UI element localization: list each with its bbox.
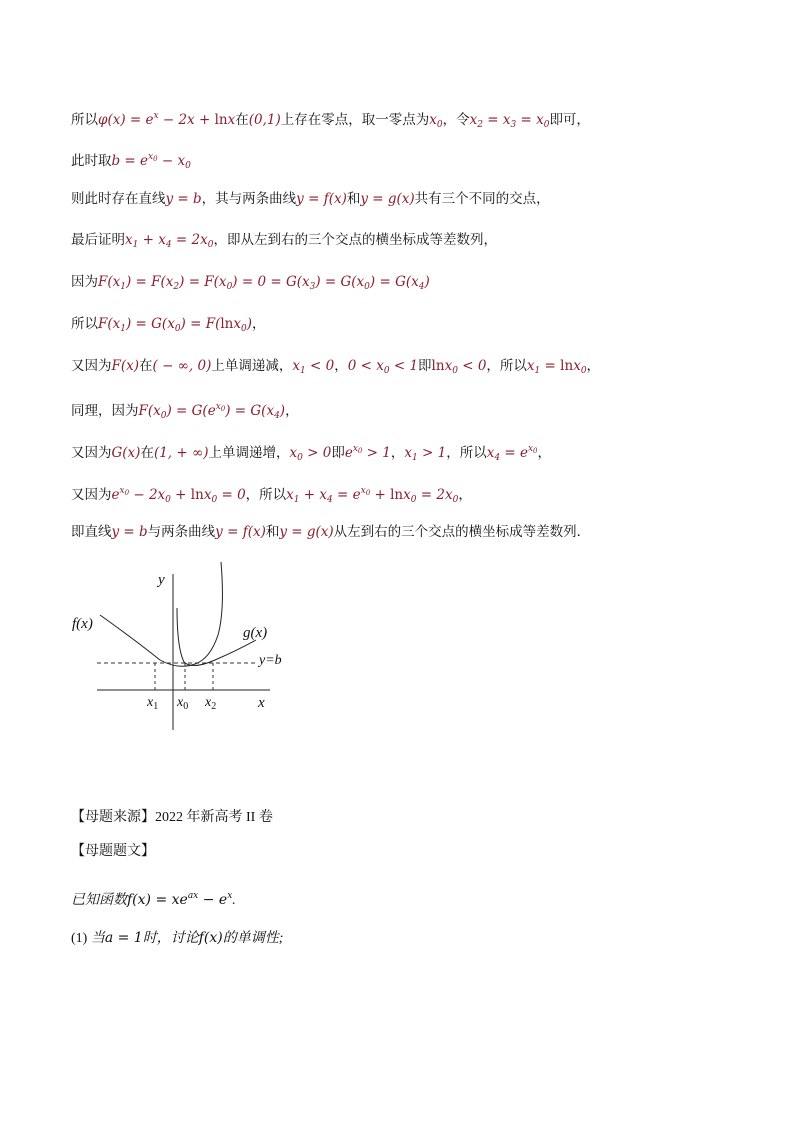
solution-line-1: 所以$\varphi(x) = e^x - 2x + \ln x$在(0,1)上存在零点，取一零点为$x_0$，令$x_2 = x_3 = x_0$即可， — [71, 111, 590, 130]
solution-line-10: 又因为$e^{x_0} - 2x_0 + \ln x_0 = 0$，所以$x_1 + x_4 = e^{x_0} + \ln x_0 = 2x_0$， — [71, 486, 472, 505]
solution-line-4: 最后证明$x_1 + x_4 = 2x_0$，即从左到右的三个交点的横坐标成等差数列， — [71, 232, 497, 250]
solution-line-3: 则此时存在直线y = b，其与两条曲线y = f(x)和y = g(x)共有三个不同的交点， — [71, 191, 550, 207]
source-line — [71, 808, 754, 828]
solution-line-8: 同理，因为$F(x_0) = G(e^{x_0}) = G(x_4)$， — [71, 402, 299, 421]
solution-line-2: 此时取$b = e^{x_0} - x_0$ — [71, 152, 191, 171]
label-y-equals-b: y=b — [259, 653, 282, 668]
question-line-1: 已知函数$f(x) = xe^{ax} - e^x$. — [71, 891, 236, 908]
solution-line-7: 又因为F(x)在( − ∞, 0)上单调递减，$x_1 < 0$，$0 < x_0 < 1$即lnx$_0$ < 0，所以$x_1 = \ln x_0$， — [71, 358, 601, 376]
tick-label-x0: $x_0$ — [177, 695, 189, 712]
solution-line-9: 又因为G(x)在(1, + ∞)上单调递增，$x_0 > 0$即$e^{x_0} > 1$，$x_1 > 1$，所以$x_4 = e^{x_0}$， — [71, 444, 552, 463]
label-f-x: f(x) — [72, 616, 93, 632]
source-text: 2022 年新高考 II 卷 — [155, 810, 273, 825]
solution-line-6: 所以$F(x_1) = G(x_0) = F(\ln x_0)$， — [71, 316, 266, 334]
solution-line-5: 因为$F(x_1) = F(x_2) = F(x_0) = 0 = G(x_3) = G(x_0) = G(x_4)$ — [71, 274, 430, 292]
label-y-axis: y — [158, 572, 165, 588]
function-graph-figure — [60, 560, 300, 735]
label-g-x: g(x) — [243, 625, 268, 641]
tick-label-x1: $x_1$ — [147, 695, 159, 712]
source-label: 【母题来源】 — [71, 810, 155, 825]
label-x-axis: x — [258, 695, 265, 711]
question-line-2: (1) 当a = 1时，讨论f(x)的单调性; — [71, 930, 284, 946]
tick-label-x2: $x_2$ — [205, 695, 217, 712]
question-header: 【母题题文】 — [71, 844, 155, 859]
solution-line-11: 即直线y = b与两条曲线y = f(x)和y = g(x)从左到右的三个交点的横坐标成等差数列． — [71, 524, 591, 540]
